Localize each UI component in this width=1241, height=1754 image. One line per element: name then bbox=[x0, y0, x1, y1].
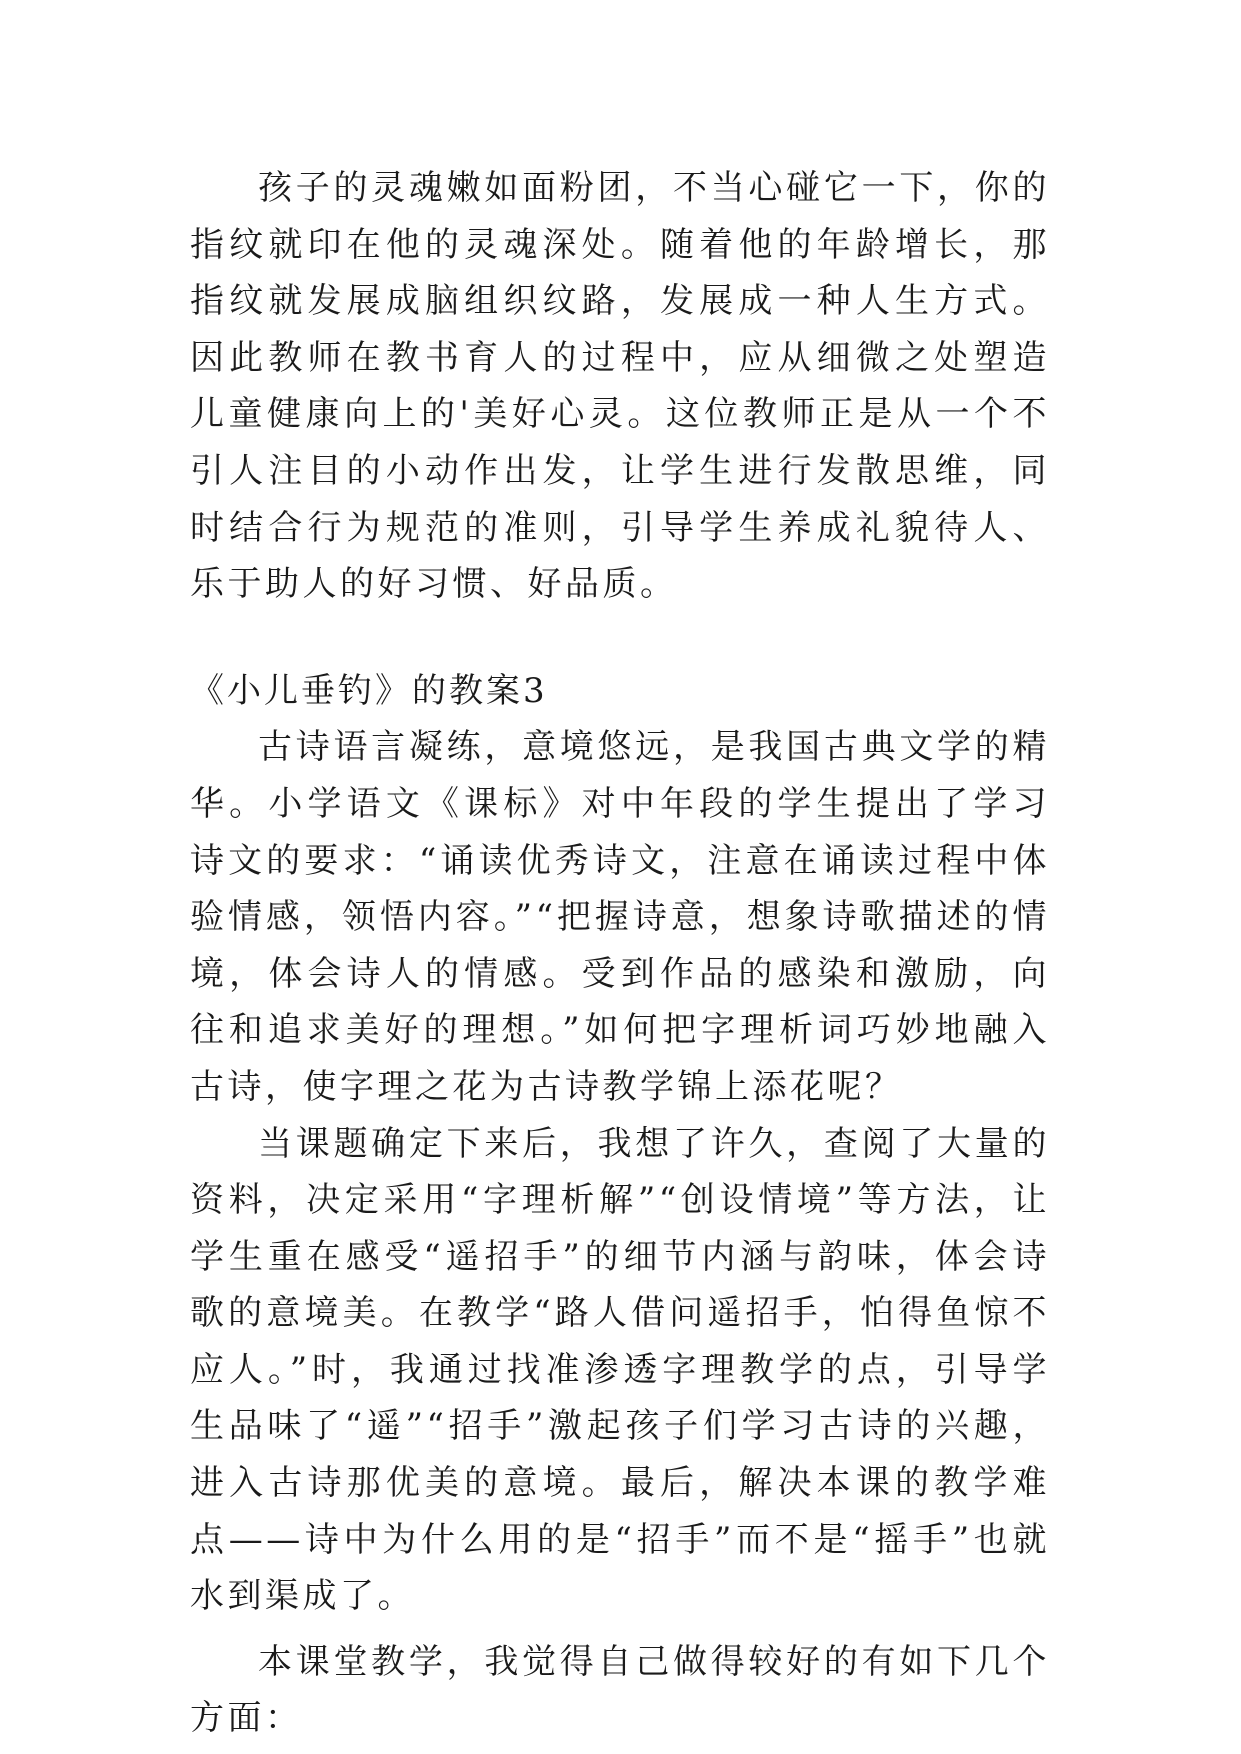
section-spacer bbox=[190, 613, 1050, 663]
document-page bbox=[190, 160, 1050, 1747]
body-paragraph: 古诗语言凝练，意境悠远，是我国古典文学的精华。小学语文《课标》对中年段的学生提出了学习诗文的要求：“诵读优秀诗文，注意在诵读过程中体验情感，领悟内容。”“把握诗意，想象诗歌描述的情境，体会诗人的情感。受到作品的感染和激励，向往和追求美好的理想。”如何把字理析词巧妙地融入古诗，使字理之花为古诗教学锦上添花呢？ bbox=[190, 727, 1050, 1107]
body-paragraph: 当课题确定下来后，我想了许久，查阅了大量的资料，决定采用“字理析解”“创设情境”等方法，让学生重在感受“遥招手”的细节内涵与韵味，体会诗歌的意境美。在教学“路人借问遥招手，怕得鱼惊不应人。”时，我通过找准渗透字理教学的点，引导学生品味了“遥”“招手”激起孩子们学习古诗的兴趣，进入古诗那优美的意境。最后，解决本课的教学难点——诗中为什么用的是“招手”而不是“摇手”也就水到渠成了。 bbox=[190, 1123, 1050, 1617]
body-paragraph: 本课堂教学，我觉得自己做得较好的有如下几个方面： bbox=[190, 1641, 1050, 1739]
section-heading: 《小儿垂钓》的教案3 bbox=[190, 670, 548, 711]
body-paragraph: 孩子的灵魂嫩如面粉团，不当心碰它一下，你的指纹就印在他的灵魂深处。随着他的年龄增长，那指纹就发展成脑组织纹路，发展成一种人生方式。因此教师在教书育人的过程中，应从细微之处塑造儿童健康向上的'美好心灵。这位教师正是从一个不引人注目的小动作出发，让学生进行发散思维，同时结合行为规范的准则，引导学生养成礼貌待人、乐于助人的好习惯、好品质。 bbox=[190, 168, 1050, 605]
